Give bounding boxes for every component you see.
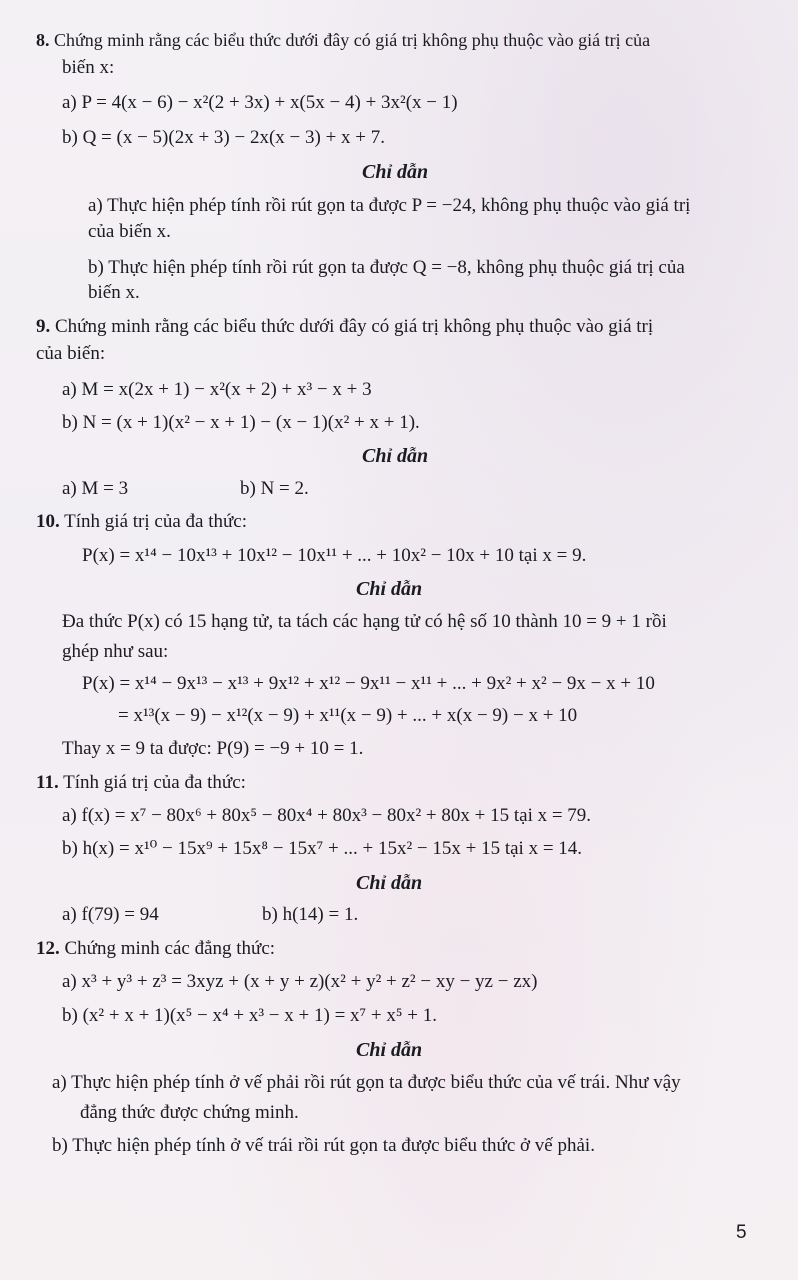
problem-8-hint-a-line2: của biến x.	[88, 221, 171, 242]
problem-11-answer-a: a) f(79) = 94	[62, 904, 159, 925]
problem-9-answer-b: b) N = 2.	[240, 478, 309, 499]
problem-8-title	[36, 28, 650, 52]
problem-11-title	[36, 771, 246, 795]
problem-8-hint-heading: Chỉ dẫn	[362, 161, 429, 183]
problem-11-number: 11.	[36, 772, 59, 793]
problem-11-part-b: b) h(x) = x¹⁰ − 15x⁹ + 15x⁸ − 15x⁷ + ... + 15x² − 15x + 15 tại x = 14.	[62, 838, 583, 859]
problem-8-part-a: a) P = 4(x − 6) − x²(2 + 3x) + x(5x − 4) + 3x²(x − 1)	[62, 92, 458, 113]
problem-9-hint-heading: Chỉ dẫn	[362, 445, 429, 467]
problem-9-number: 9.	[36, 316, 51, 337]
problem-8-text: Chứng minh rằng các biểu thức dưới đây có giá trị không phụ thuộc vào giá trị của	[54, 30, 651, 50]
problem-9-answer-a: a) M = 3	[62, 478, 129, 499]
problem-9-text: Chứng minh rằng các biểu thức dưới đây có giá trị không phụ thuộc vào giá trị	[55, 316, 654, 337]
problem-8-hint-b-line1: b) Thực hiện phép tính rồi rút gọn ta được Q = −8, không phụ thuộc giá trị của	[88, 257, 685, 278]
problem-9-title-cont: của biến:	[36, 343, 106, 364]
problem-12-part-b: b) (x² + x + 1)(x⁵ − x⁴ + x³ − x + 1) = x⁷ + x⁵ + 1.	[62, 1005, 437, 1026]
problem-12-hint-heading: Chỉ dẫn	[356, 1039, 423, 1061]
problem-8-part-b: b) Q = (x − 5)(2x + 3) − 2x(x − 3) + x + 7.	[62, 127, 386, 148]
problem-10-title	[36, 510, 247, 534]
problem-9-title	[36, 315, 653, 339]
problem-11-answer-b: b) h(14) = 1.	[262, 904, 359, 925]
problem-12-hint-a-line2: đẳng thức được chứng minh.	[80, 1102, 299, 1123]
problem-10-hint-line2: ghép như sau:	[62, 641, 169, 662]
problem-12-hint-a-line1: a) Thực hiện phép tính ở vế phải rồi rút gọn ta được biểu thức của vế trái. Như vậy	[52, 1072, 681, 1093]
problem-8-hint-b-line2: biến x.	[88, 282, 140, 303]
problem-11-part-a: a) f(x) = x⁷ − 80x⁶ + 80x⁵ − 80x⁴ + 80x³ − 80x² + 80x + 15 tại x = 79.	[62, 805, 592, 826]
problem-9-part-b: b) N = (x + 1)(x² − x + 1) − (x − 1)(x² + x + 1).	[62, 412, 420, 433]
problem-8-hint-a-line1: a) Thực hiện phép tính rồi rút gọn ta được P = −24, không phụ thuộc vào giá trị	[88, 195, 691, 216]
problem-8-number: 8.	[36, 30, 50, 50]
problem-10-substitution: Thay x = 9 ta được: P(9) = −9 + 10 = 1.	[62, 738, 364, 759]
problem-10-equation-1: P(x) = x¹⁴ − 9x¹³ − x¹³ + 9x¹² + x¹² − 9x¹¹ − x¹¹ + ... + 9x² + x² − 9x − x + 10	[82, 673, 655, 694]
problem-10-text: Tính giá trị của đa thức:	[64, 511, 247, 532]
problem-12-hint-b: b) Thực hiện phép tính ở vế trái rồi rút gọn ta được biểu thức ở vế phải.	[52, 1135, 595, 1156]
page-number: 5	[736, 1222, 747, 1243]
problem-12-text: Chứng minh các đẳng thức:	[64, 938, 276, 959]
problem-12-part-a: a) x³ + y³ + z³ = 3xyz + (x + y + z)(x² + y² + z² − xy − yz − zx)	[62, 971, 538, 992]
problem-12-number: 12.	[36, 938, 60, 959]
problem-10-number: 10.	[36, 511, 60, 532]
problem-10-polynomial: P(x) = x¹⁴ − 10x¹³ + 10x¹² − 10x¹¹ + ... + 10x² − 10x + 10 tại x = 9.	[82, 545, 587, 566]
problem-10-hint-heading: Chỉ dẫn	[356, 578, 423, 600]
problem-10-equation-2: = x¹³(x − 9) − x¹²(x − 9) + x¹¹(x − 9) + ... + x(x − 9) − x + 10	[118, 705, 578, 726]
problem-12-title	[36, 937, 275, 961]
problem-8-title-cont: biến x:	[62, 57, 115, 78]
problem-9-part-a: a) M = x(2x + 1) − x²(x + 2) + x³ − x + 3	[62, 379, 372, 400]
problem-11-text: Tính giá trị của đa thức:	[63, 772, 246, 793]
problem-10-hint-line1: Đa thức P(x) có 15 hạng tử, ta tách các hạng tử có hệ số 10 thành 10 = 9 + 1 rồi	[62, 611, 667, 632]
problem-11-hint-heading: Chỉ dẫn	[356, 872, 423, 894]
